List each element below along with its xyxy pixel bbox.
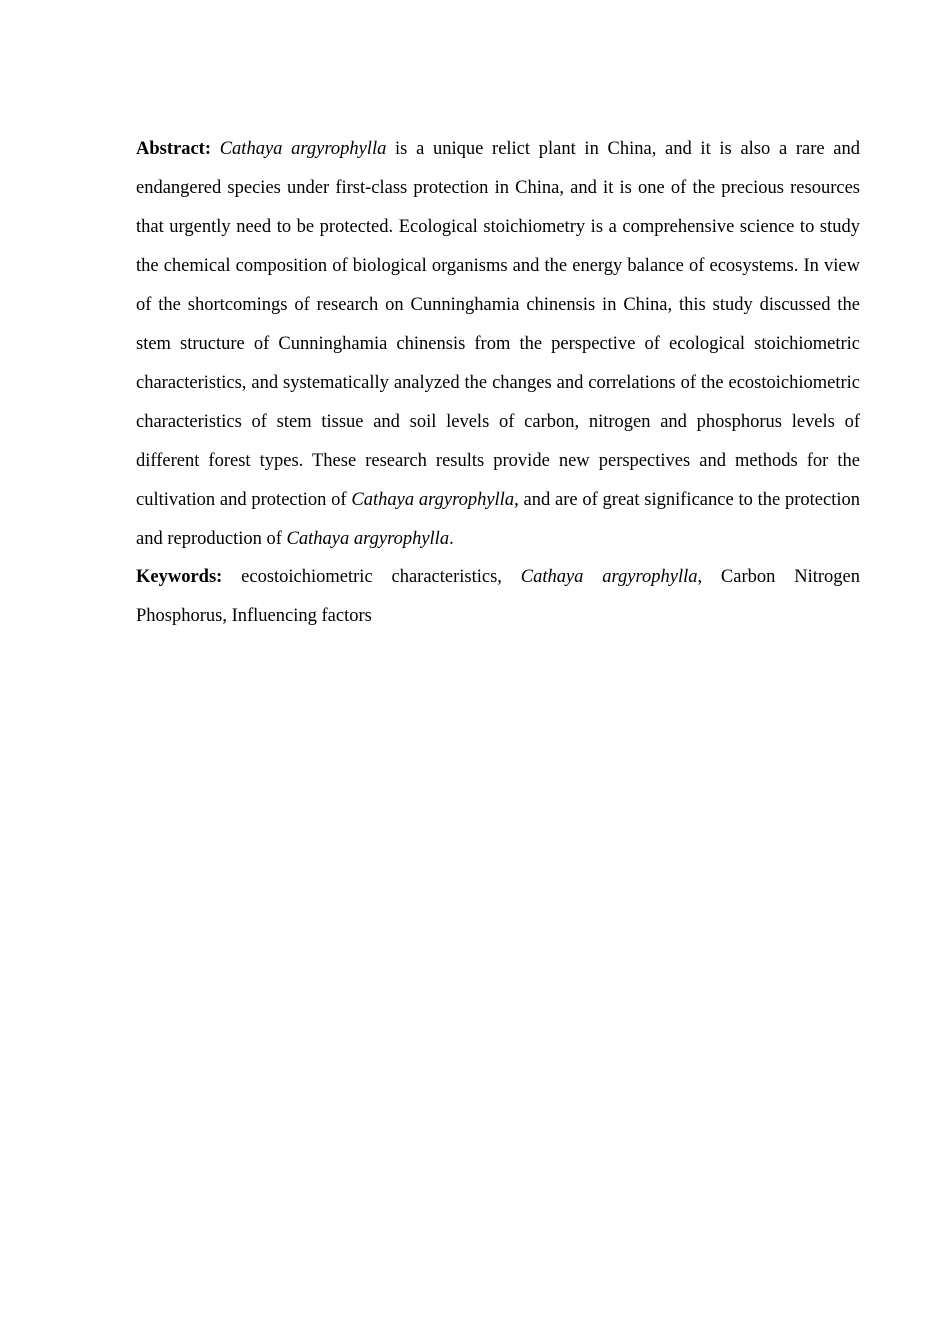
species-name: Cathaya argyrophylla <box>351 490 515 510</box>
species-name: Cathaya argyrophylla <box>520 567 698 587</box>
species-name: Cathaya argyrophylla <box>286 529 450 549</box>
abstract-paragraph <box>136 130 860 559</box>
abstract-label: Abstract: <box>136 139 212 159</box>
keywords-text: , Carbon Nitrogen Phosphorus, Influencing factors <box>136 567 860 626</box>
keywords-text: ecostoichiometric characteristics, <box>222 567 521 587</box>
document-page <box>136 130 860 636</box>
keywords-paragraph <box>136 558 860 636</box>
abstract-text: is a unique relict plant in China, and it is also a rare and endangered species under first-class protection in China, and it is one of the precious resources that urgently need to be protected. Ecological stoichiometry is a comprehensive science to study the chemical composition of biological organisms and the energy balance of ecosystems. In view of the shortcomings of research on Cunninghamia chinensis in China, this study discussed the stem structure of Cunninghamia chinensis from the perspective of ecological stoichiometric characteristics, and systematically analyzed the changes and correlations of the ecostoichiometric characteristics of stem tissue and soil levels of carbon, nitrogen and phosphorus levels of different forest types. These research results provide new perspectives and methods for the cultivation and protection of <box>136 139 861 510</box>
abstract-text: , and are of great significance to the protection and reproduction of <box>136 490 860 549</box>
abstract-text: . <box>449 529 454 549</box>
keywords-label: Keywords: <box>136 567 223 587</box>
species-name: Cathaya argyrophylla <box>219 139 387 159</box>
